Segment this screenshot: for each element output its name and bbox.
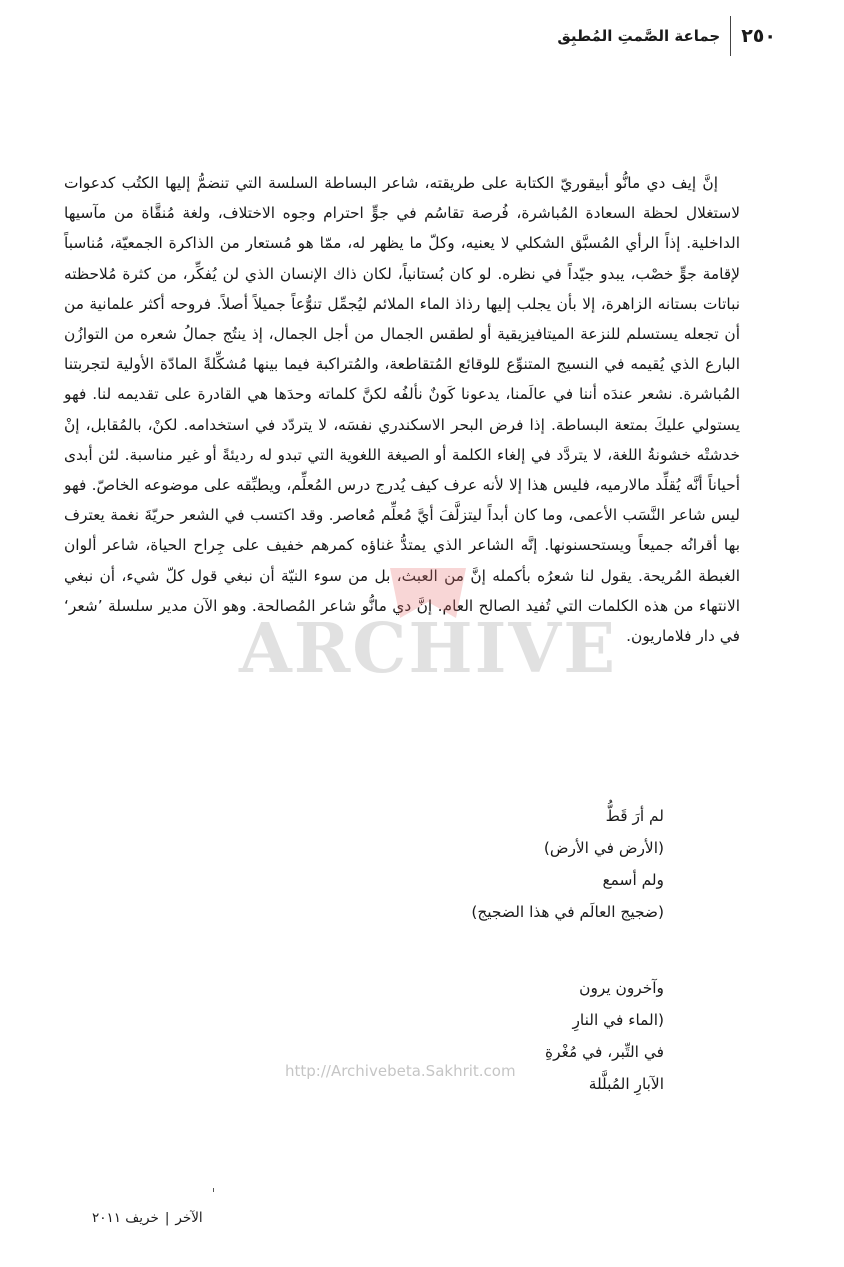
page-header [557,18,776,54]
poem-line: (ضجيج العالَم في هذا الضجيج) [471,903,664,921]
poem-line: الآبارِ المُبلَّلة [588,1075,664,1093]
poem-line: ولم أسمع [602,871,664,889]
page-footer [92,1210,203,1226]
footer-issue: خريف ٢٠١١ [92,1210,159,1226]
poem-line: وآخرون يرون [579,979,664,997]
footer-separator: | [164,1210,170,1226]
poem-stanza-1 [471,800,664,928]
watermark-logo-text: ARCHIVE [238,609,618,689]
poem-stanza-2 [545,972,664,1100]
watermark-url: http://Archivebeta.Sakhrit.com [285,1062,516,1080]
footer-journal: الآخر [175,1210,203,1226]
poem-line: في التِّبر، في مُغْرةِ [545,1043,664,1061]
body-text [64,168,740,651]
poem-line: لم أرَ قَطُّ [605,807,664,825]
poem-line: (الماء في النارِ [572,1011,664,1029]
footer-tick [213,1188,214,1192]
running-title: جماعة الصَّمتِ المُطبِق [557,27,721,45]
page-number: ٢٥٠ [741,25,776,47]
poem-line: (الأرض في الأرض) [543,839,664,857]
header-divider [730,16,731,56]
body-paragraph: إنَّ إيف دي مانُّو أبيقوريّ الكتابة على طريقته، شاعر البساطة السلسة التي تنضمُّ إليها الكتُب كدعوات لاستغلال لحظة السعادة المُباشرة، فُرصة تقاسُم في جوٍّ احترام وجوه الاختلاف، ولغة مُنقَّاة من مآسيها الداخلية. إذاً الرأي المُسبَّق الشكلي لا يعنيه، وكلّ ما يظهر له، ممّا هو مُستعار من الذاكرة الجمعيّة، مُناسباً لإقامة جوٍّ خصْب، يبدو جيّداً في نظره. لو كان بُستانياً، لكان ذاك الإنسان الذي لن يُفكِّر، من كثرة مُلاحظته نباتات بستانه الزاهرة، إلا بأن يجلب إليها رذاذ الماء الملائم ليُجمِّل تنوُّعاً جميلاً أصلاً. فروحه أكثر علمانية من أن تجعله يستسلم للنزعة الميتافيزيقية أو لطقس الجمال من أجل الجمال، إذ ينتُج جمالُ شعره من التوازُن البارع الذي يُقيمه في النسيج المتنوِّع للوقائع المُتقاطعة، والمُتراكبة فيما بينها مُشكِّلةً المادّة الأولية لتجربتنا المُباشرة. نشعر عندَه أننا في عالَمنا، يدعونا كَونٌ نألفُه لكنَّ كلماته وحدَها هي القادرة على تقديمه لنا. فهو يستولي عليكَ بمتعة البساطة. إذا فرض البحر الاسكندري نفسَه، لا يتردّد في استخدامه. لكنْ، بالمُقابل، إنْ خدشتْه خشونةُ اللغة، لا يتردَّد في إلغاء الكلمة أو الصيغة اللغوية التي تبدو له رديئةً أو غير مناسبة. لئن أبدى أحياناً أنَّه يُقلِّد مالارميه، فليس هذا إلا لأنه عرف كيف يُدرج درس المُعلِّم، ويطبِّقه على موضوعه الخاصّ. فهو ليس شاعر النَّسَب الأعمى، وما كان أبداً ليتزلَّفَ أيَّ مُعلِّم مُعاصر. وقد اكتسب في الشعر حريّةَ نغمة يعترف بها أقرانُه جميعاً ويستحسنونها. إنَّه الشاعر الذي يمتدُّ غناؤه كمرهم خفيف على جِراح الحياة، شاعر ألوان الغبطة المُريحة. يقول لنا شعرُه بأكمله إنَّ من العبث، بل من سوء النيّة أن نبغي قول كلّ شيء، أن نبغي الانتهاء من هذه الكلمات التي تُفيد الصالح العام. إنَّ دي مانُّو شاعر المُصالحة. وهو الآن مدير سلسلة ’شعر‘ في دار فلاماريون. [64,174,740,646]
